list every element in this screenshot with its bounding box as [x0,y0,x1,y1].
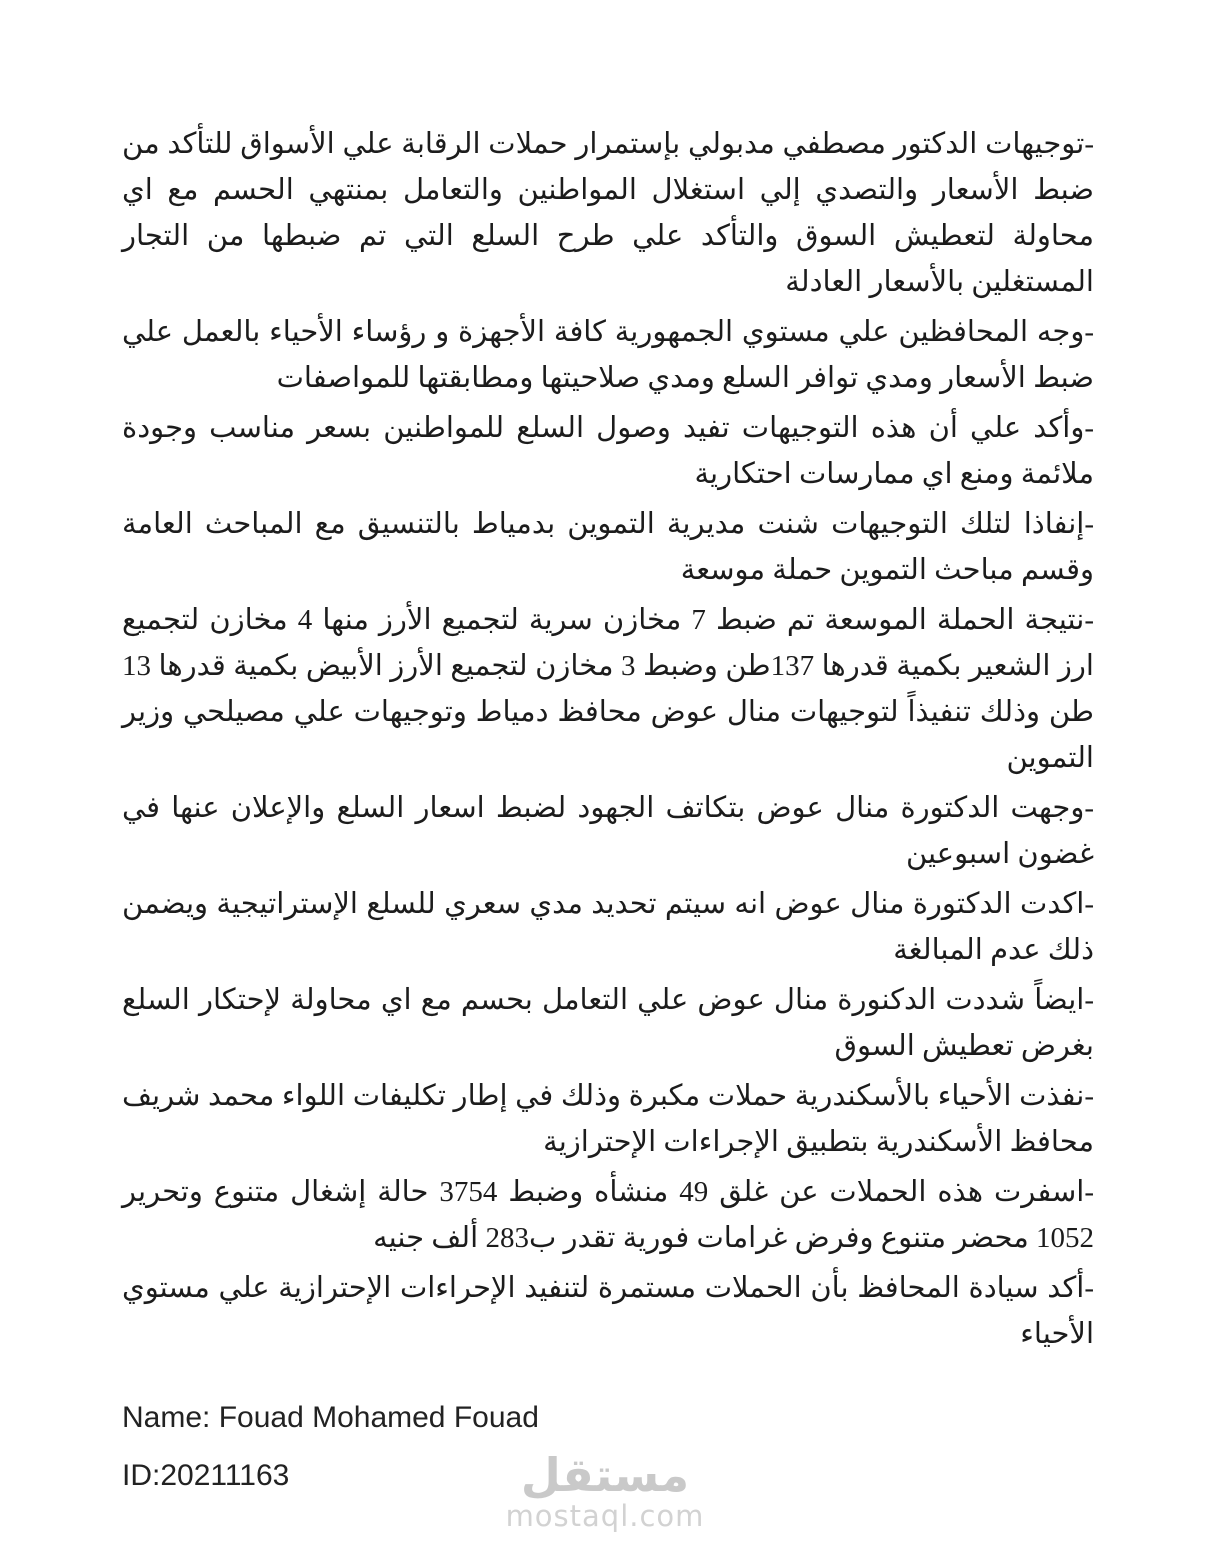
paragraph-monopoly-warning: -ايضاً شددت الدكنورة منال عوض علي التعامل بحسم مع اي محاولة لإحتكار السلع بغرض تعطيش السوق [122,984,1094,1062]
paragraph-manal-awad-prices: -وجهت الدكتورة منال عوض بتكاتف الجهود لضبط اسعار السلع والإعلان عنها في غضون اسبوعين [122,792,1094,870]
author-id-line: ID:20211163 [122,1459,290,1492]
paragraph-governors-directive: -وجه المحافظين علي مستوي الجمهورية كافة الأجهزة و رؤساء الأحياء بالعمل علي ضبط الأسعار ومدي توافر السلع ومدي صلاحيتها ومطابقتها للمواصفات [122,316,1094,394]
paragraph-closures-fines: -اسفرت هذه الحملات عن غلق 49 منشأه وضبط 3754 حالة إشغال متنوع وتحرير 1052 محضر متنوع وفرض غرامات فورية تقدر ب283 ألف جنيه [122,1176,1094,1254]
document-body [122,121,1094,1499]
paragraph-goods-delivery: -وأكد علي أن هذه التوجيهات تفيد وصول السلع للمواطنين بسعر مناسب وجودة ملائمة ومنع اي ممارسات احتكارية [122,412,1094,490]
paragraph-alexandria-campaigns: -نفذت الأحياء بالأسكندرية حملات مكبرة وذلك في إطار تكليفات اللواء محمد شريف محافظ الأسكندرية بتطبيق الإجراءات الإحترازية [122,1080,1094,1158]
paragraph-damietta-campaign: -إنفاذا لتلك التوجيهات شنت مديرية التموين بدمياط بالتنسيق مع المباحث العامة وقسم مباحث التموين حملة موسعة [122,508,1094,586]
paragraph-price-range: -اكدت الدكتورة منال عوض انه سيتم تحديد مدي سعري للسلع الإستراتيجية ويضمن ذلك عدم المبالغة [122,888,1094,966]
paragraph-governor-confirmation: -أكد سيادة المحافظ بأن الحملات مستمرة لتنفيد الإحراءات الإحترازية علي مستوي الأحياء [122,1272,1094,1350]
paragraph-directives-markets: -توجيهات الدكتور مصطفي مدبولي بإستمرار حملات الرقابة علي الأسواق للتأكد من ضبط الأسعار والتصدي إلي استغلال المواطنين والتعامل بمنتهي الحسم مع اي محاولة لتعطيش السوق والتأكد علي طرح السلع التي تم ضبطها من التجار المستغلين بالأسعار العادلة [122,128,1094,298]
mostaql-watermark [0,1448,1210,1533]
mostaql-site-text: mostaql.com [505,1499,705,1533]
author-name-line: Name: Fouad Mohamed Fouad [122,1401,539,1434]
paragraph-campaign-results-rice: -نتيجة الحملة الموسعة تم ضبط 7 مخازن سرية لتجميع الأرز منها 4 مخازن لتجميع ارز الشعير بكمية قدرها 137طن وضبط 3 مخازن لتجميع الأرز الأبيض بكمية قدرها 13 طن وذلك تنفيذاً لتوجيهات منال عوض محافظ دمياط وتوجيهات علي مصيلحي وزير التموين [122,604,1094,774]
mostaql-logo-icon: مستقل [520,1448,690,1502]
